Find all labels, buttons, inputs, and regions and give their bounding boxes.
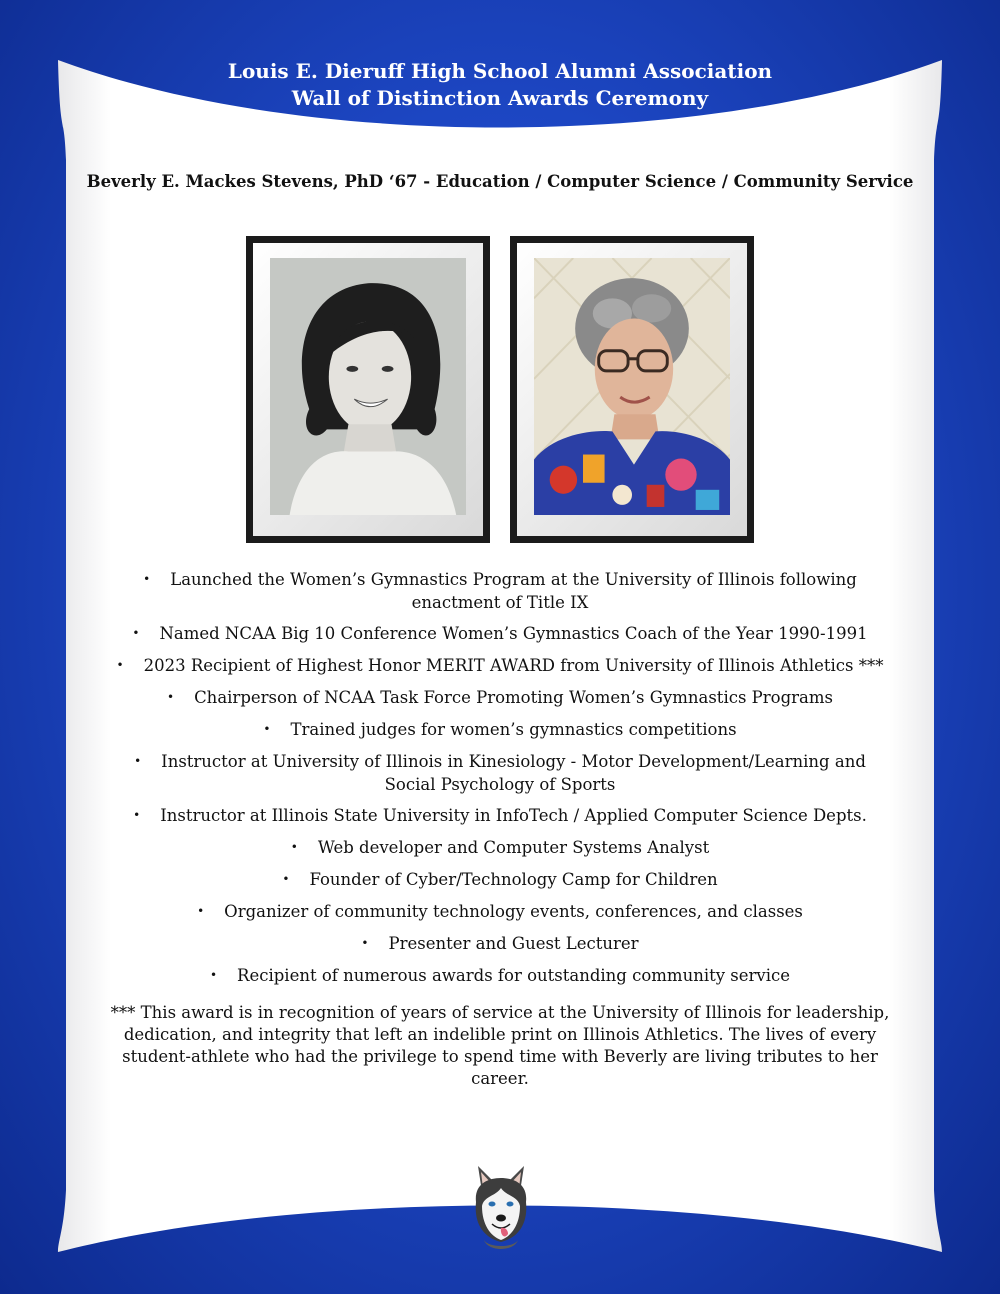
list-item: • Web developer and Computer Systems Analyst bbox=[290, 838, 710, 857]
list-item: • Instructor at Illinois State University in InfoTech / Applied Computer Science Depts. bbox=[133, 806, 867, 825]
award-note: *** This award is in recognition of years of service at the University of Illinois for leadership, dedication, and integrity that left an indelible print on Illinois Athletics. The lives of every student-athlete who had the privilege to spend time with Beverly are living tributes to her career. bbox=[110, 1003, 890, 1088]
bullet-icon: • bbox=[132, 626, 140, 640]
current-portrait bbox=[534, 258, 730, 515]
list-item: • Organizer of community technology events, conferences, and classes bbox=[197, 902, 803, 921]
photo-mat bbox=[517, 243, 747, 536]
list-item: • Presenter and Guest Lecturer bbox=[361, 934, 639, 953]
honoree-title: Beverly E. Mackes Stevens, PhD ‘67 - Education / Computer Science / Community Service bbox=[86, 172, 914, 191]
bullet-icon: • bbox=[282, 872, 290, 886]
list-item: • Trained judges for women’s gymnastics competitions bbox=[263, 720, 737, 739]
list-item: • Chairperson of NCAA Task Force Promoting Women’s Gymnastics Programs bbox=[166, 688, 833, 707]
current-portrait-frame bbox=[510, 236, 754, 543]
photo-mat bbox=[253, 243, 483, 536]
bullet-icon: • bbox=[290, 840, 298, 854]
list-item: • 2023 Recipient of Highest Honor MERIT AWARD from University of Illinois Athletics *** bbox=[116, 656, 884, 675]
bullet-icon: • bbox=[361, 936, 369, 950]
bullet-icon: • bbox=[166, 690, 175, 704]
header bbox=[0, 58, 1000, 112]
husky-mascot-icon bbox=[470, 1162, 532, 1258]
header-title-line1: Louis E. Dieruff High School Alumni Association bbox=[227, 59, 773, 83]
yearbook-portrait-frame bbox=[246, 236, 490, 543]
yearbook-portrait bbox=[270, 258, 466, 515]
list-item: • Instructor at University of Illinois in Kinesiology - Motor Development/Learning and Social Psychology of Sports bbox=[134, 752, 866, 794]
accomplishments-list bbox=[90, 569, 910, 997]
bullet-icon: • bbox=[116, 658, 124, 672]
bullet-icon: • bbox=[209, 968, 218, 982]
list-item: • Recipient of numerous awards for outstanding community service bbox=[209, 966, 791, 985]
list-item: • Founder of Cyber/Technology Camp for Children bbox=[282, 870, 718, 889]
header-title-line2: Wall of Distinction Awards Ceremony bbox=[291, 86, 709, 110]
bullet-icon: • bbox=[133, 808, 141, 822]
bullet-icon: • bbox=[197, 904, 205, 918]
bullet-icon: • bbox=[134, 754, 142, 768]
bullet-icon: • bbox=[263, 722, 271, 736]
list-item: • Named NCAA Big 10 Conference Women’s Gymnastics Coach of the Year 1990-1991 bbox=[132, 624, 868, 643]
bullet-icon: • bbox=[143, 572, 151, 586]
list-item: • Launched the Women’s Gymnastics Program at the University of Illinois following enactment of Title IX bbox=[143, 570, 857, 612]
